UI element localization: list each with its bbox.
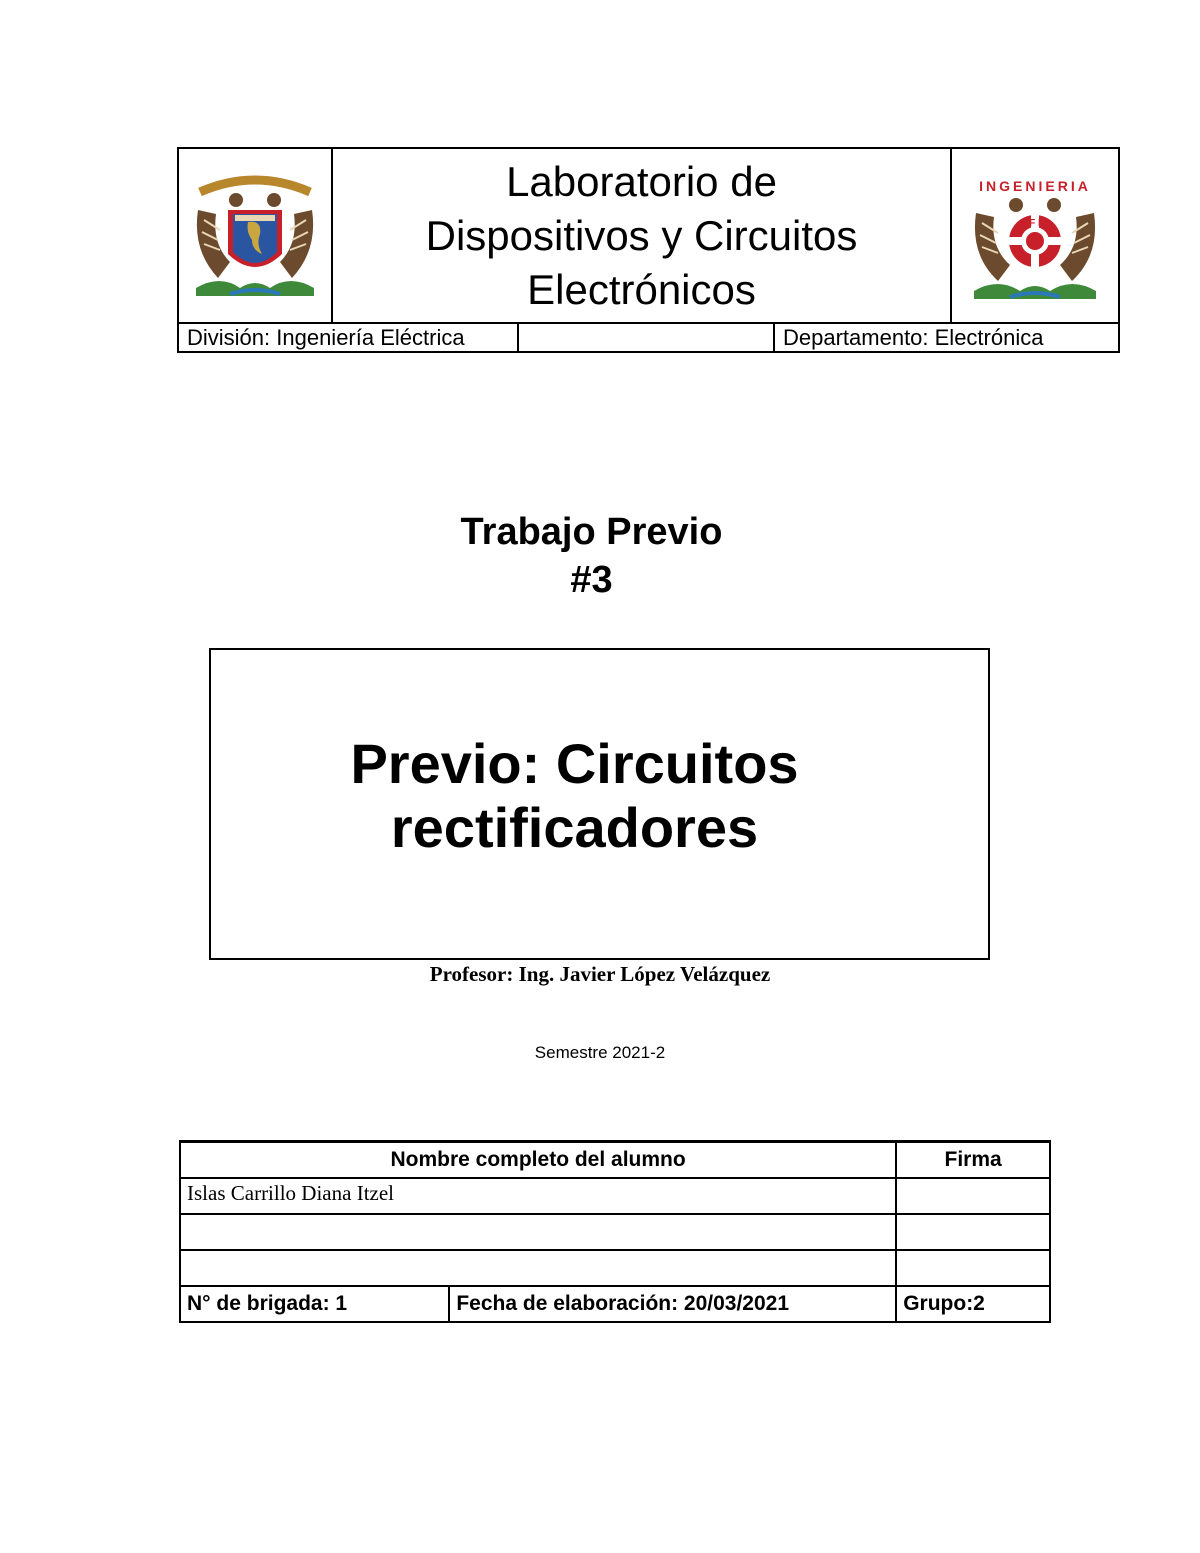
table-row (180, 1178, 1050, 1214)
lab-title (333, 149, 952, 322)
subject-box (209, 648, 990, 960)
lab-title-line: Laboratorio de (506, 157, 777, 205)
student-name (180, 1214, 896, 1250)
work-title-line1: Trabajo Previo (460, 511, 723, 553)
table-row (180, 1250, 1050, 1286)
signature-cell (896, 1178, 1050, 1214)
brigada-label: N° de brigada: 1 (180, 1286, 449, 1322)
table-header-row (180, 1142, 1050, 1178)
signature-cell (896, 1214, 1050, 1250)
fi-seal (952, 149, 1118, 322)
students-table (179, 1140, 1051, 1323)
work-title (0, 508, 1183, 604)
work-title-number: #3 (570, 559, 613, 601)
subject-title (211, 732, 988, 860)
ingenieria-seal-label: INGENIERIA (979, 177, 1091, 194)
lab-title-line: Dispositivos y Circuitos (425, 211, 858, 259)
departamento-label: Departamento: Electrónica (783, 324, 1044, 350)
header-empty-cell (519, 324, 775, 351)
unam-seal (179, 149, 333, 322)
student-name (180, 1250, 896, 1286)
col-firma-header: Firma (896, 1142, 1050, 1178)
document-header (177, 147, 1120, 324)
subject-line2: rectificadores (390, 796, 759, 859)
table-row (180, 1214, 1050, 1250)
table-footer-row (180, 1286, 1050, 1322)
semestre-label: Semestre 2021-2 (534, 1043, 666, 1062)
unam-eagle-icon (190, 170, 320, 302)
subject-line1: Previo: Circuitos (350, 732, 799, 795)
ingenieria-eagle-icon (968, 169, 1102, 303)
profesor-label: Profesor: Ing. Javier López Velázquez (429, 962, 771, 986)
header-info-row (177, 322, 1120, 353)
svg-text:F I: F I (1029, 217, 1041, 229)
student-name: Islas Carrillo Diana Itzel (180, 1178, 896, 1214)
lab-title-line: Electrónicos (527, 265, 756, 313)
signature-cell (896, 1250, 1050, 1286)
fecha-label: Fecha de elaboración: 20/03/2021 (449, 1286, 896, 1322)
col-name-header: Nombre completo del alumno (180, 1142, 896, 1178)
division-label: División: Ingeniería Eléctrica (179, 324, 519, 351)
grupo-label: Grupo:2 (896, 1286, 1050, 1322)
